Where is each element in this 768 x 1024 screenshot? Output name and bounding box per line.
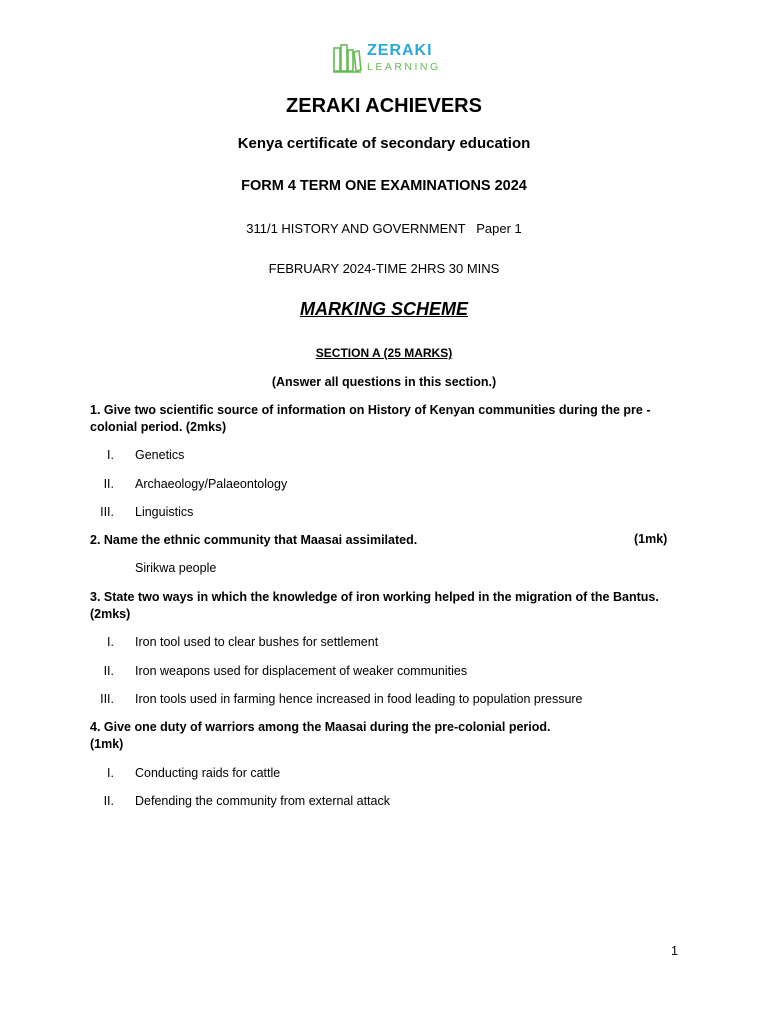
document-subtitle: Kenya certificate of secondary education <box>237 135 531 152</box>
paper-code: 311/1 HISTORY AND GOVERNMENT Paper 1 <box>246 221 522 236</box>
answer-number: I. <box>107 448 114 462</box>
logo-wordmark: ZERAKI <box>367 42 433 60</box>
question-4-marks: (1mk) <box>90 737 124 751</box>
answer-item <box>90 476 710 493</box>
logo-tagline: LEARNING <box>367 61 441 74</box>
answer-text: Conducting raids for cattle <box>135 766 281 780</box>
question-2-marks: (1mk) <box>634 532 668 546</box>
answer-item <box>90 634 710 651</box>
answer-text: Archaeology/Palaeontology <box>135 477 288 491</box>
answer-number: I. <box>107 766 114 780</box>
answer-text: Iron tool used to clear bushes for settlement <box>135 635 379 649</box>
answer-item <box>90 691 710 708</box>
question-1: 1. Give two scientific source of information on History of Kenyan communities during the pre -colonial period. (2mks) <box>90 403 651 434</box>
answer-text: Iron weapons used for displacement of weaker communities <box>135 664 468 678</box>
answer-item <box>90 447 710 464</box>
answer-number: III. <box>100 505 114 519</box>
answer-number: III. <box>100 692 114 706</box>
answer-item <box>90 663 710 680</box>
answer-item <box>90 504 710 521</box>
question-3: 3. State two ways in which the knowledge of iron working helped in the migration of the Bantus. (2mks) <box>90 590 659 621</box>
page-number: 1 <box>671 944 678 958</box>
answer-number: II. <box>103 477 114 491</box>
answer-text: Linguistics <box>135 505 194 519</box>
answer-number: I. <box>107 635 114 649</box>
question-4-text: 4. Give one duty of warriors among the Maasai during the pre-colonial period. <box>90 720 551 734</box>
answer-text: Genetics <box>135 448 185 462</box>
section-instruction: (Answer all questions in this section.) <box>271 375 497 389</box>
marking-scheme-heading: MARKING SCHEME <box>299 299 468 319</box>
section-heading: SECTION A (25 MARKS) <box>315 346 453 360</box>
answer-item <box>90 765 710 782</box>
answer-text: Iron tools used in farming hence increased in food leading to population pressure <box>135 692 583 706</box>
exam-name: FORM 4 TERM ONE EXAMINATIONS 2024 <box>241 178 527 194</box>
answer-number: II. <box>103 794 114 808</box>
question-4 <box>90 719 690 753</box>
books-icon <box>332 42 362 74</box>
answer-text: Defending the community from external attack <box>135 794 390 808</box>
answer-item <box>90 793 710 810</box>
zeraki-logo <box>332 42 441 74</box>
document-title: ZERAKI ACHIEVERS <box>286 95 482 117</box>
exam-date: FEBRUARY 2024-TIME 2HRS 30 MINS <box>268 261 500 276</box>
answer-number: II. <box>103 664 114 678</box>
answer-text: Sirikwa people <box>135 561 217 575</box>
question-2: 2. Name the ethnic community that Maasai assimilated. <box>90 533 418 547</box>
